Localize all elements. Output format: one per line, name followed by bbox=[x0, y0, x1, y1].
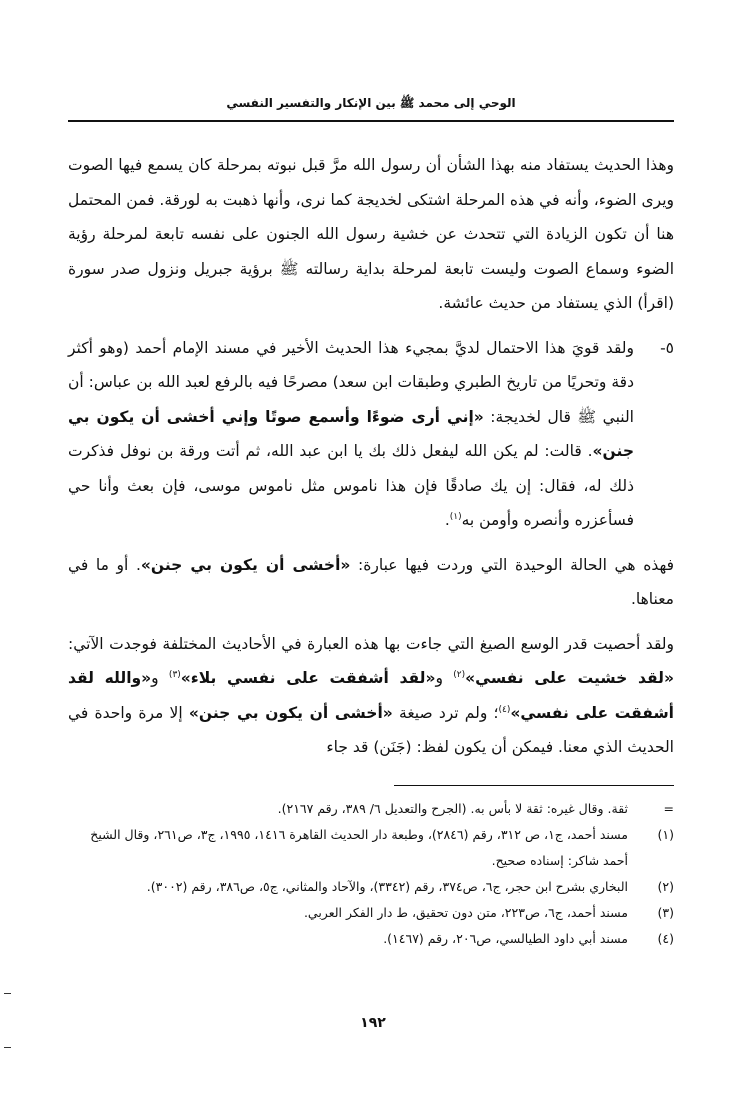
scan-edge-mark bbox=[4, 1047, 11, 1048]
quoted-phrase-4: «أخشى أن يكون بي جنن» bbox=[188, 703, 393, 722]
page-number: ١٩٢ bbox=[360, 1015, 386, 1031]
point-5-part-a: ولقد قويَ هذا الاحتمال لديَّ بمجيء هذا الحديث الأخير في مسند الإمام أحمد (وهو أكثر دقة وتحريًا من تاريخ الطبري وطبقات ابن سعد) مصرحًا فيه بالرفع لعبد الله بن عباس: أن النبي ﷺ قال لخديجة: bbox=[68, 338, 634, 426]
paragraph-3-part-b: . أو ما في معناها. bbox=[68, 555, 674, 608]
footnote-text: البخاري بشرح ابن حجر، ج٦، ص٣٧٤، رقم (٣٣٤٢)، والآحاد والمثاني، ج٥، ص٣٨٦، رقم (٣٠٠٢). bbox=[146, 879, 628, 894]
point-5-part-b: . قالت: لم يكن الله ليفعل ذلك بك يا ابن عبد الله، ثم أتت ورقة بن نوفل فذكرت ذلك له، فقال: إن يك صادقًا فإن هذا ناموس مثل ناموس موسى، فإن بعث وأنا حي فسأعزره وأنصره وأومن به bbox=[68, 442, 634, 529]
paragraph-4 bbox=[68, 627, 674, 765]
point-5-end: . bbox=[444, 511, 450, 529]
paragraph-1: وهذا الحديث يستفاد منه بهذا الشأن أن رسول الله مرَّ قبل نبوته بمرحلة كان يسمع فيها الصوت ويرى الضوء، وأنه في هذه المرحلة اشتكى لخديجة كما نرى، وأنها ذهبت به لورقة. فمن المحتمل هنا أن تكون الزيادة التي تتحدث عن خشية رسول الله الجنون على نفسه تابعة لمرحلة رؤية الضوء وسماع الصوت وليست تابعة لمرحلة بداية رسالته ﷺ برؤية جبريل ونزول صدر سورة (اقرأ) الذي يستفاد من حديث عائشة. bbox=[68, 156, 674, 312]
running-header: الوحي إلى محمد ﷺ بين الإنكار والتفسير النفسي bbox=[226, 96, 516, 110]
conjunction: و bbox=[151, 669, 169, 687]
footnote bbox=[68, 796, 674, 822]
header-rule bbox=[68, 120, 674, 122]
paragraph-3-part-a: فهذه هي الحالة الوحيدة التي وردت فيها عبارة: bbox=[350, 555, 675, 574]
footnote-mark: = bbox=[663, 801, 674, 816]
footnote-ref-4: (٤) bbox=[498, 704, 511, 715]
footnote-text: ثقة. وقال غيره: ثقة لا بأس به. (الجرح والتعديل ٦/ ٣٨٩، رقم ٢١٦٧). bbox=[277, 801, 628, 816]
main-text bbox=[68, 148, 674, 775]
numbered-point-5 bbox=[68, 331, 674, 548]
footnote-mark: (٤) bbox=[657, 931, 674, 946]
footnotes bbox=[68, 796, 674, 952]
paragraph-3 bbox=[68, 548, 674, 617]
footnote bbox=[68, 822, 674, 874]
footnote-text: مسند أبي داود الطيالسي، ص٢٠٦، رقم (١٤٦٧). bbox=[383, 931, 628, 946]
quoted-phrase-3: «والله لقد أشفقت على نفسي» bbox=[68, 669, 674, 722]
footnote-mark: (٣) bbox=[657, 905, 674, 920]
quoted-phrase-2: «لقد أشفقت على نفسي بلاء» bbox=[180, 669, 436, 687]
hadith-quote: «إني أرى ضوءًا وأسمع صوتًا وإني أخشى أن يكون بي جنن» bbox=[68, 407, 634, 460]
footnote-separator bbox=[394, 785, 674, 786]
point-5-text bbox=[68, 331, 634, 538]
scan-edge-mark bbox=[4, 993, 11, 994]
conjunction: و bbox=[435, 669, 454, 687]
paragraph-4-part-a: ولقد أحصيت قدر الوسع الصيغ التي جاءت بها هذه العبارة في الأحاديث المختلفة فوجدت الآتي: bbox=[68, 634, 674, 653]
footnote-ref-2: (٢) bbox=[453, 669, 466, 680]
quoted-phrase: «أخشى أن يكون بي جنن» bbox=[140, 555, 351, 574]
footnote-ref-3: (٣) bbox=[168, 669, 181, 680]
paragraph-4-end: إلا مرة واحدة في الحديث الذي معنا. فيمكن أن يكون لفظ: (جَنَن) قد جاء bbox=[68, 703, 674, 756]
footnote bbox=[68, 874, 674, 900]
footnote bbox=[68, 926, 674, 952]
footnote-ref-1: (١) bbox=[449, 511, 462, 522]
quoted-phrase-1: «لقد خشيت على نفسي» bbox=[465, 669, 674, 687]
paragraph-4-mid: ؛ ولم ترد صيغة bbox=[392, 703, 499, 722]
point-number: ٥- bbox=[660, 338, 674, 357]
footnote-text: مسند أحمد، ج٦، ص٢٢٣، متن دون تحقيق، ط دار الفكر العربي. bbox=[303, 905, 628, 920]
footnote-mark: (٢) bbox=[657, 879, 674, 894]
footnote-text: مسند أحمد، ج١، ص ٣١٢، رقم (٢٨٤٦)، وطبعة دار الحديث القاهرة ١٤١٦، ١٩٩٥، ج٣، ص٢٦١، وقال الشيخ أحمد شاكر: إسناده صحيح. bbox=[90, 827, 628, 868]
footnote bbox=[68, 900, 674, 926]
footnote-mark: (١) bbox=[657, 827, 674, 842]
